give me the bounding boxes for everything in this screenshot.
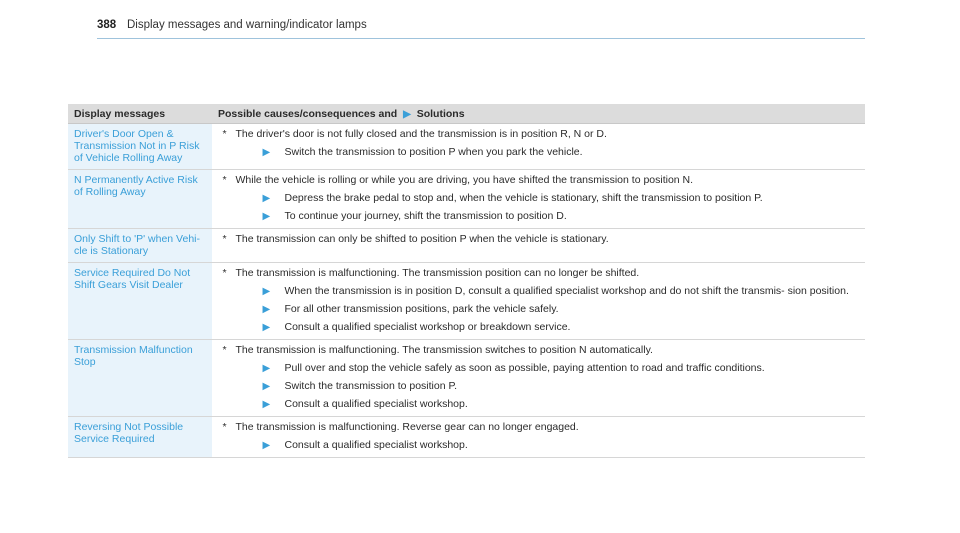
solutions-cell [212, 417, 865, 458]
column-header-solutions-suffix: Solutions [416, 108, 465, 120]
header-divider [97, 38, 865, 39]
cause-line [219, 128, 860, 141]
display-message: Only Shift to 'P' when Vehi- cle is Stationary [68, 229, 212, 263]
solution-step [263, 380, 860, 393]
solution-step-text: For all other transmission positions, park the vehicle safely. [284, 303, 559, 315]
solution-step-text: Depress the brake pedal to stop and, when the vehicle is stationary, shift the transmission to position P. [284, 192, 763, 204]
solutions-cell [212, 170, 865, 229]
table-row [68, 417, 865, 458]
cause-line [219, 344, 860, 357]
table-row [68, 263, 865, 340]
cause-text: While the vehicle is rolling or while you are driving, you have shifted the transmission to position N. [235, 174, 694, 186]
arrow-right-icon: ▶ [262, 147, 271, 158]
cause-line [219, 233, 860, 246]
cause-text: The transmission is malfunctioning. The transmission position can no longer be shifted. [235, 267, 640, 279]
arrow-right-icon: ▶ [262, 211, 271, 222]
display-messages-table [68, 104, 865, 458]
cause-text: The transmission can only be shifted to position P when the vehicle is stationary. [235, 233, 609, 245]
page-title: Display messages and warning/indicator lamps [127, 19, 367, 31]
arrow-right-icon: ▶ [262, 363, 271, 374]
solution-step [263, 303, 860, 316]
column-header-messages: Display messages [68, 104, 212, 124]
table-row [68, 170, 865, 229]
solution-step [263, 439, 860, 452]
table-header-row [68, 104, 865, 124]
solution-step [263, 321, 860, 334]
page-number: 388 [97, 19, 117, 31]
arrow-right-icon: ▶ [403, 109, 411, 120]
asterisk-marker: * [222, 344, 227, 356]
column-header-solutions-prefix: Possible causes/consequences and [218, 108, 398, 120]
asterisk-marker: * [222, 421, 227, 433]
solutions-cell [212, 124, 865, 170]
solutions-cell [212, 340, 865, 417]
solution-step [263, 285, 860, 298]
solution-step-text: Switch the transmission to position P when you park the vehicle. [284, 146, 583, 158]
solution-step-text: Consult a qualified specialist workshop or breakdown service. [284, 321, 571, 333]
arrow-right-icon: ▶ [262, 399, 271, 410]
arrow-right-icon: ▶ [262, 440, 271, 451]
table-row [68, 229, 865, 263]
solution-step-text: To continue your journey, shift the transmission to position D. [284, 210, 567, 222]
asterisk-marker: * [222, 267, 227, 279]
page-header [97, 16, 865, 42]
solution-step [263, 362, 860, 375]
asterisk-marker: * [222, 233, 227, 245]
table-row [68, 124, 865, 170]
display-message: N Permanently Active Risk of Rolling Away [68, 170, 212, 229]
cause-text: The driver's door is not fully closed and the transmission is in position R, N or D. [235, 128, 607, 140]
solution-step [263, 146, 860, 159]
arrow-right-icon: ▶ [262, 286, 271, 297]
display-message: Transmission Malfunction Stop [68, 340, 212, 417]
display-message: Driver's Door Open & Transmission Not in P Risk of Vehicle Rolling Away [68, 124, 212, 170]
arrow-right-icon: ▶ [262, 304, 271, 315]
cause-line [219, 267, 860, 280]
solution-step-text: Switch the transmission to position P. [284, 380, 458, 392]
solution-step-text: Consult a qualified specialist workshop. [284, 439, 468, 451]
arrow-right-icon: ▶ [262, 381, 271, 392]
solutions-cell [212, 229, 865, 263]
arrow-right-icon: ▶ [262, 322, 271, 333]
cause-text: The transmission is malfunctioning. The transmission switches to position N automatically. [235, 344, 653, 356]
solutions-cell [212, 263, 865, 340]
display-message: Service Required Do Not Shift Gears Visit Dealer [68, 263, 212, 340]
solution-step-text: When the transmission is in position D, consult a qualified specialist workshop and do not shift the transmis- sion position. [284, 285, 849, 297]
solution-step [263, 192, 860, 205]
column-header-solutions [212, 104, 865, 124]
table-body [68, 124, 865, 458]
asterisk-marker: * [222, 174, 227, 186]
display-message: Reversing Not Possible Service Required [68, 417, 212, 458]
cause-line [219, 421, 860, 434]
arrow-right-icon: ▶ [262, 193, 271, 204]
cause-line [219, 174, 860, 187]
table-row [68, 340, 865, 417]
asterisk-marker: * [222, 128, 227, 140]
solution-step-text: Consult a qualified specialist workshop. [284, 398, 468, 410]
cause-text: The transmission is malfunctioning. Reverse gear can no longer engaged. [235, 421, 579, 433]
solution-step-text: Pull over and stop the vehicle safely as soon as possible, paying attention to road and traffic conditions. [284, 362, 765, 374]
solution-step [263, 398, 860, 411]
solution-step [263, 210, 860, 223]
